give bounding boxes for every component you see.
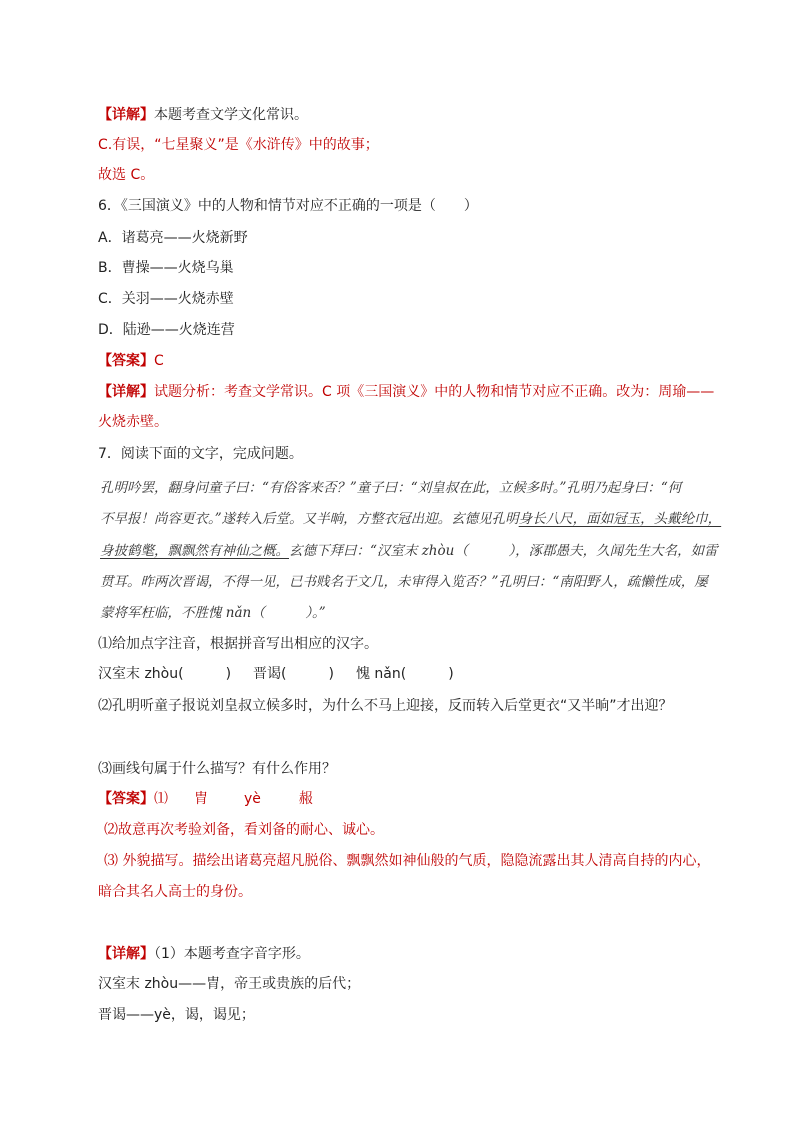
q7-stem: 7．阅读下面的文字，完成问题。 xyxy=(98,446,303,462)
q6-detail-line xyxy=(98,382,714,402)
detail-text: 本题考查文学文化常识。 xyxy=(154,107,308,123)
answer-value: C xyxy=(154,353,164,369)
underlined-sentence: 身长八尺，面如冠玉，头戴纶巾， xyxy=(518,511,722,527)
answer-item: 赧 xyxy=(298,791,313,807)
underlined-sentence: 身披鹤氅，飘飘然有神仙之概。 xyxy=(100,543,289,559)
passage-text: 不早报！尚容更衣。”遂转入后堂。又半晌，方整衣冠出迎。玄德见孔明 xyxy=(100,511,519,527)
q7-detail-line2: 汉室末 zhòu——胄，帝王或贵族的后代； xyxy=(98,976,361,992)
q7-answer3-line1: ⑶ 外貌描写。描绘出诸葛亮超凡脱俗、飘飘然如神仙般的气质，隐隐流露出其人清高自持的内心， xyxy=(104,853,711,869)
detail-tag: 【详解】 xyxy=(98,107,154,123)
detail-text: （1）本题考查字音字形。 xyxy=(154,946,310,962)
q7-sub1-fills xyxy=(98,664,454,684)
passage-line-4: 贯耳。昨两次晋谒，不得一见，已书贱名于文几，未审得入览否？”孔明曰：“南阳野人，疏懒性成，屡 xyxy=(100,574,708,590)
q7-detail-line3: 晋谒——yè，谒，谒见； xyxy=(98,1007,255,1023)
detail-text: 试题分析：考查文学常识。C 项《三国演义》中的人物和情节对应不正确。改为：周瑜—— xyxy=(154,384,715,400)
q6-option-d: D．陆逊——火烧连营 xyxy=(98,322,235,338)
q6-stem: 6．《三国演义》中的人物和情节对应不正确的一项是（ ） xyxy=(98,198,478,214)
passage-text: 玄德下拜曰：“汉室末 zhòu（ ），涿郡愚夫，久闻先生大名，如雷 xyxy=(289,543,718,559)
q7-sub1: ⑴给加点字注音，根据拼音写出相应的汉字。 xyxy=(98,636,378,652)
detail-tag: 【详解】 xyxy=(98,946,154,962)
q6-option-c: C．关羽——火烧赤壁 xyxy=(98,291,234,307)
passage-line-3 xyxy=(100,541,718,561)
q5-detail-line3: 故选 C。 xyxy=(98,167,155,183)
q7-answer-line xyxy=(98,789,313,809)
q6-detail-line2: 火烧赤壁。 xyxy=(98,414,168,430)
q5-detail-line xyxy=(98,105,308,125)
answer-tag: 【答案】 xyxy=(98,353,154,369)
answer-label: ⑴ xyxy=(154,791,168,807)
answer-item: 胄 xyxy=(194,791,208,807)
q7-answer3-line2: 暗合其名人高士的身份。 xyxy=(98,884,252,900)
fill-blank: 汉室末 zhòu( ) xyxy=(98,666,232,682)
passage-line-1: 孔明吟罢，翻身问童子曰：“有俗客来否？”童子曰：“刘皇叔在此，立候多时。”孔明乃起身曰：“何 xyxy=(100,480,682,496)
answer-item: yè xyxy=(244,791,261,807)
answer-tag: 【答案】 xyxy=(98,791,154,807)
q6-option-b: B．曹操——火烧乌巢 xyxy=(98,260,234,276)
q7-sub3: ⑶画线句属于什么描写？有什么作用？ xyxy=(98,761,336,777)
q5-detail-line2: C.有误，“七星聚义”是《水浒传》中的故事； xyxy=(98,137,379,153)
q6-answer-line xyxy=(98,351,164,371)
q7-sub2: ⑵孔明听童子报说刘皇叔立候多时，为什么不马上迎接，反而转入后堂更衣“又半晌”才出迎？ xyxy=(98,698,673,714)
q7-answer2: ⑵故意再次考验刘备，看刘备的耐心、诚心。 xyxy=(104,822,384,838)
passage-line-5: 蒙将军枉临，不胜愧 nǎn（ ）。” xyxy=(100,605,326,621)
detail-tag: 【详解】 xyxy=(98,384,154,400)
q7-detail-line xyxy=(98,944,310,964)
fill-blank: 愧 nǎn( ) xyxy=(355,666,454,682)
passage-line-2 xyxy=(100,509,721,529)
q6-option-a: A．诸葛亮——火烧新野 xyxy=(98,230,248,246)
fill-blank: 晋谒( ) xyxy=(253,666,334,682)
